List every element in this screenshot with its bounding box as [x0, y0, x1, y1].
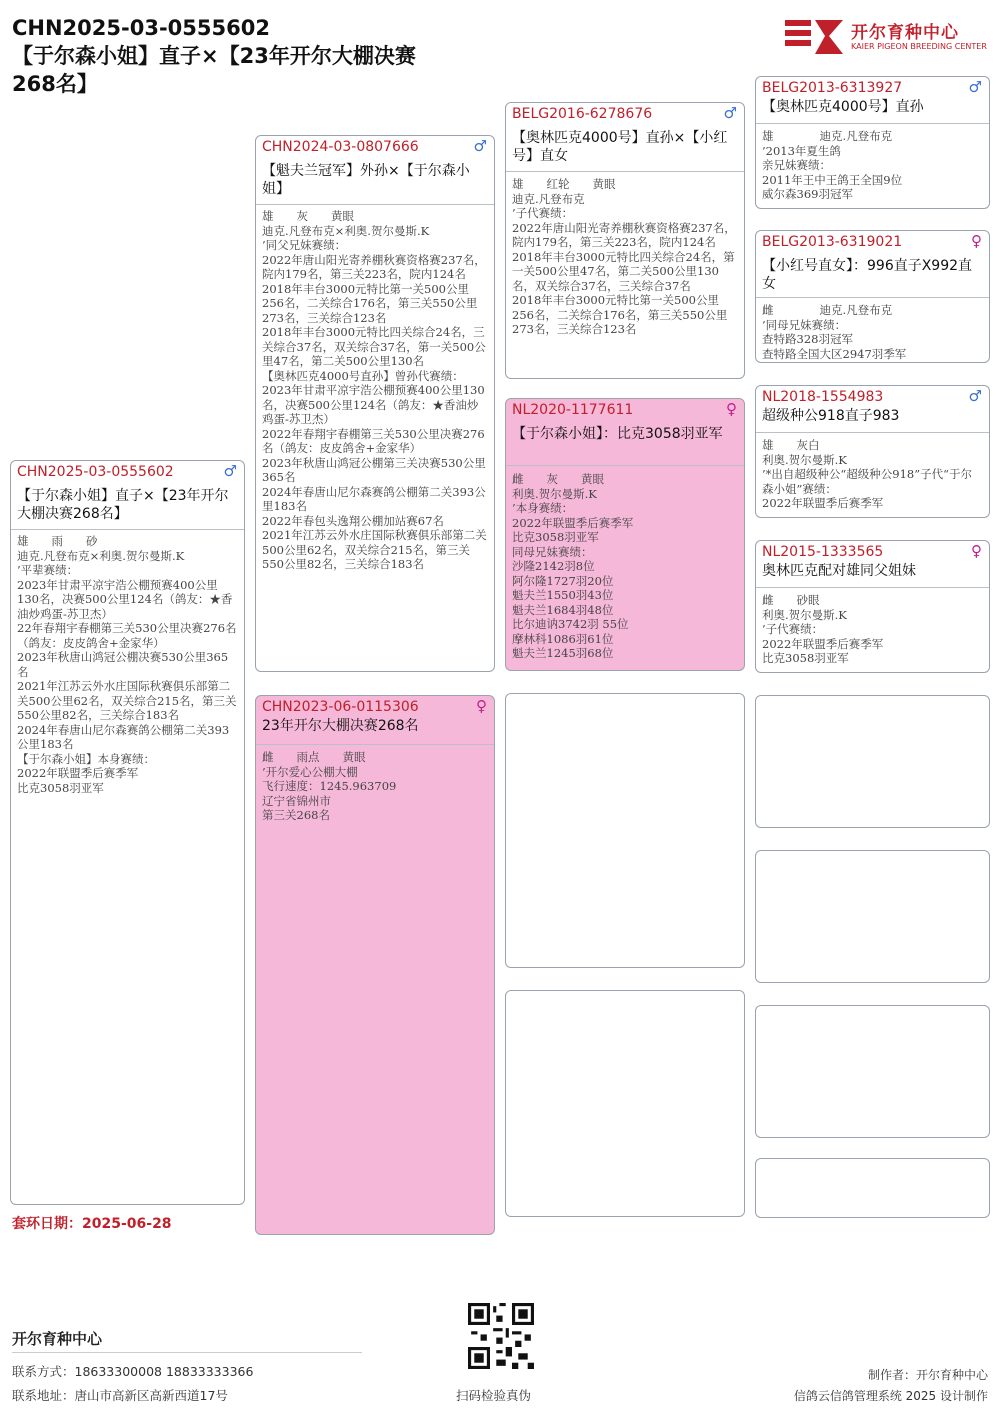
male-symbol-icon: ♂ — [723, 104, 737, 122]
footer-org-name: 开尔育种中心 — [12, 1330, 103, 1348]
subject-details: 雄 雨 砂 迪克.凡登布克×利奥.贺尔曼斯.K ’平辈赛绩： 2023年甘肃平凉宇浩公棚预赛400公里130名，决赛500公里124名（鸽友：★香油炒鸡蛋-苏卫杰） 22年春翔宇春棚第三关530公里决赛276名（鸽友：皮皮鸽舍+金家华） 2023年秋唐山鸿冠公棚决赛530公里365名 2021年江苏云外水庄国际秋赛俱乐部第二关500公里62名，双关综合215名，第三关550公里82名，三关综合183名 2024年春唐山尼尔森赛鸽公棚第二关393公里183名 【于尔森小姐】本身赛绩： 2022年联盟季后赛季军 比克3058羽亚军 — [17, 534, 237, 795]
g3-name: 超级种公918直子983 — [762, 408, 900, 424]
pedigree-title — [12, 14, 492, 98]
footer-maker: 制作者：开尔育种中心 — [867, 1368, 988, 1382]
divider — [756, 587, 989, 588]
g3-name: 【奥林匹克4000号】直孙 — [762, 99, 924, 115]
divider — [756, 297, 989, 298]
divider — [256, 204, 494, 205]
g3-details: 雄 灰白 利奥.贺尔曼斯.K ’*出自超级种公“超级种公918”子代“于尔森小姐”赛绩： 2022年联盟季后赛季军 — [762, 438, 972, 510]
footer-system: 信鸽云信鸽管理系统 2025 设计制作 — [793, 1389, 988, 1403]
sire-name: 【魁夫兰冠军】外孙×【于尔森小姐】 — [262, 163, 470, 197]
logo-en-text: KAIER PIGEON BREEDING CENTER — [851, 42, 987, 51]
qr-code-icon[interactable] — [468, 1303, 534, 1369]
dam-card[interactable] — [255, 695, 495, 1235]
female-symbol-icon: ♀ — [971, 232, 982, 250]
male-symbol-icon: ♂ — [968, 78, 982, 96]
g3-details: 雌 迪克.凡登布克 ’同母兄妹赛绩： 查特路328羽冠军 查特路全国大区2947羽季军 — [762, 303, 907, 361]
male-symbol-icon: ♂ — [968, 387, 982, 405]
kaier-logo-icon — [785, 16, 845, 56]
sire-dam-ring: NL2020-1177611 — [512, 402, 634, 418]
dam-ring: CHN2023-06-0115306 — [262, 699, 419, 715]
empty-ancestor-card[interactable] — [755, 1005, 990, 1138]
sire-sire-name: 【奥林匹克4000号】直孙×【小红号】直女 — [512, 130, 728, 164]
logo-cn-text: 开尔育种中心 — [851, 23, 959, 43]
subject-name: 【于尔森小姐】直子×【23年开尔大棚决赛268名】 — [17, 488, 229, 522]
divider — [506, 465, 744, 466]
g3-name: 【小红号直女】：996直子X992直女 — [762, 258, 973, 292]
male-symbol-icon: ♂ — [223, 462, 237, 480]
empty-ancestor-card[interactable] — [505, 693, 745, 968]
footer-address: 联系地址：唐山市高新区高新西道17号 — [12, 1388, 228, 1403]
sire-sire-ring: BELG2016-6278676 — [512, 106, 653, 122]
dam-details: 雌 雨点 黄眼 ’开尔爱心公棚大棚 飞行速度：1245.963709 辽宁省锦州市 第三关268名 — [262, 750, 397, 822]
g3-details: 雌 砂眼 利奥.贺尔曼斯.K ’子代赛绩： 2022年联盟季后赛季军 比克3058羽亚军 — [762, 593, 884, 665]
qr-label: 扫码检验真伪 — [456, 1388, 532, 1403]
female-symbol-icon: ♀ — [971, 542, 982, 560]
title-line-2: 【于尔森小姐】直子×【23年开尔大棚决赛 — [12, 44, 416, 68]
sire-ring: CHN2024-03-0807666 — [262, 139, 419, 155]
divider — [506, 171, 744, 172]
sire-dam-details: 雌 灰 黄眼 利奥.贺尔曼斯.K ’本身赛绩： 2022年联盟季后赛季军 比克3058羽亚军 同母兄妹赛绩： 沙隆2142羽8位 阿尔隆1727羽20位 魁夫兰1550羽43位 魁夫兰1684羽48位 比尔迪讷3742羽 55位 摩林科1086羽61位 魁夫兰1245羽68位 — [512, 472, 634, 660]
ring-date: 套环日期：2025-06-28 — [12, 1216, 172, 1232]
subject-ring: CHN2025-03-0555602 — [17, 464, 174, 480]
footer-phone: 联系方式：18633300008 18833333366 — [12, 1364, 254, 1379]
subject-card[interactable] — [10, 460, 245, 1205]
g3-ring: NL2015-1333565 — [762, 544, 884, 560]
divider — [11, 529, 244, 530]
female-symbol-icon: ♀ — [726, 400, 737, 418]
title-line-3: 268名】 — [12, 72, 98, 96]
divider — [756, 123, 989, 124]
g3-ring: BELG2013-6319021 — [762, 234, 903, 250]
g3-card-3[interactable] — [755, 385, 990, 518]
empty-ancestor-card[interactable] — [755, 695, 990, 828]
dam-name: 23年开尔大棚决赛268名 — [262, 718, 419, 734]
female-symbol-icon: ♀ — [476, 697, 487, 715]
sire-dam-name: 【于尔森小姐】：比克3058羽亚军 — [512, 426, 723, 442]
g3-details: 雄 迪克.凡登布克 ’2013年夏生鸽 亲兄妹赛绩： 2011年王中王鸽王全国9位 威尔森369羽冠军 — [762, 129, 903, 201]
male-symbol-icon: ♂ — [473, 137, 487, 155]
divider — [256, 744, 494, 745]
empty-ancestor-card[interactable] — [755, 1158, 990, 1218]
divider — [756, 432, 989, 433]
sire-sire-details: 雄 红轮 黄眼 迪克.凡登布克 ’子代赛绩： 2022年唐山阳光寄养棚秋赛资格赛237名，院内179名，第三关223名，院内124名 2018年丰台3000元特比四关综合24名，第一关500公里47名，第二关500公里130名，双关综合37名，三关综合37名 2018年丰台3000元特比第一关500公里256名，二关综合176名，第三关550公里273名，三关综合123名 — [512, 177, 736, 336]
title-line-1: CHN2025-03-0555602 — [12, 16, 270, 40]
kaier-logo — [785, 16, 995, 58]
sire-card[interactable] — [255, 135, 495, 672]
g3-ring: NL2018-1554983 — [762, 389, 884, 405]
sire-details: 雄 灰 黄眼 迪克.凡登布克×利奥.贺尔曼斯.K ’同父兄妹赛绩： 2022年唐山阳光寄养棚秋赛资格赛237名，院内179名，第三关223名，院内124名 2018年丰台3000元特比第一关500公里256名，二关综合176名，第三关550公里273名，三关综合123名 2018年丰台3000元特比四关综合24名，三关综合37名，双关综合37名，第一关500公里47名，第二关500公里130名 【奥林匹克4000号直孙】曾孙代赛绩： 2023年甘肃平凉宇浩公棚预赛400公里130名，决赛500公里124名（鸽友：★香油炒鸡蛋-苏卫杰） 2022年春翔宇春棚第三关530公里决赛276名（鸽友：皮皮鸽舍+金家华） 2023年秋唐山鸿冠公棚第三关决赛530公里365名 2024年春唐山尼尔森赛鸽公棚第二关393公里183名 2022年春包头逸翔公棚加站赛67名 2021年江苏云外水庄国际秋赛俱乐部第二关500公里62名，双关综合215名，第三关550公里82名，三关综合183名 — [262, 209, 487, 571]
empty-ancestor-card[interactable] — [505, 990, 745, 1217]
g3-ring: BELG2013-6313927 — [762, 80, 903, 96]
g3-card-2[interactable] — [755, 230, 990, 363]
g3-card-4[interactable] — [755, 540, 990, 673]
empty-ancestor-card[interactable] — [755, 850, 990, 983]
sire-sire-card[interactable] — [505, 102, 745, 379]
footer-divider — [12, 1352, 362, 1353]
sire-dam-card[interactable] — [505, 398, 745, 671]
g3-name: 奥林匹克配对雄同父姐妹 — [762, 563, 916, 579]
g3-card-1[interactable] — [755, 76, 990, 209]
